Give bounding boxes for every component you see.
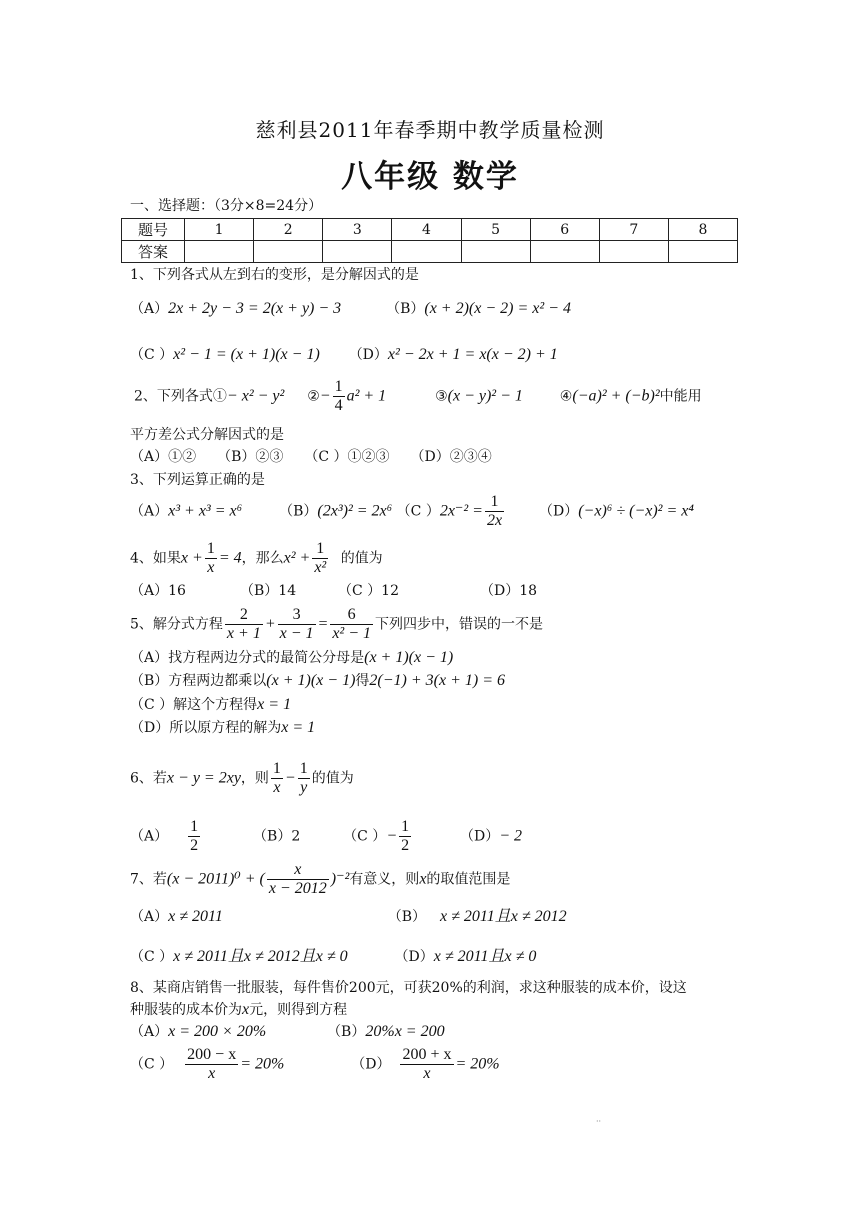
option-a: （A）16 <box>130 583 186 599</box>
answer-cell[interactable] <box>599 241 668 263</box>
stem-text: 4、如果 <box>130 550 181 567</box>
answer-cell[interactable] <box>185 241 254 263</box>
question-8-options-ab <box>130 1022 445 1042</box>
option-label: （D） <box>460 828 500 845</box>
option-math: 2(−1) + 3(x + 1) = 6 <box>369 672 506 689</box>
answer-cell[interactable] <box>254 241 323 263</box>
denominator: x <box>423 1065 431 1082</box>
option-text: （D）所以原方程的解为 <box>130 720 282 736</box>
numerator: 3 <box>278 606 316 625</box>
question-2-stem: 2、下列各式①− x² − y² ②− $\frac{1}{4}$ a² + 1 ③(x − y)² − 1 ④(−a)² + (−b)²中能用 <box>134 378 702 414</box>
question-6-stem <box>130 760 354 797</box>
stem-text: 种服装的成本价为 <box>130 1002 242 1018</box>
denominator: x − 2012 <box>268 880 327 897</box>
option-c: = 20% <box>240 1055 285 1073</box>
answer-cell[interactable] <box>461 241 530 263</box>
question-8-options-cd <box>130 1046 500 1083</box>
denominator: x + 1 <box>226 625 261 642</box>
exam-subtitle: 八年级 数学 <box>341 159 519 195</box>
option-d: x² − 2x + 1 = x(x − 2) + 1 <box>387 346 558 363</box>
numerator: 6 <box>330 606 373 625</box>
table-cell: 6 <box>530 219 599 241</box>
operator: − <box>386 827 398 845</box>
option-b: （B）2 <box>253 828 301 845</box>
answer-cell[interactable] <box>392 241 461 263</box>
question-1-options-cd <box>130 345 558 365</box>
answer-cell[interactable] <box>530 241 599 263</box>
fraction <box>400 1046 453 1083</box>
item-label: ② <box>307 388 320 405</box>
option-label: （D） <box>394 949 434 965</box>
numerator: 200 − x <box>187 1046 237 1063</box>
table-cell: 2 <box>254 219 323 241</box>
expr: x + <box>180 549 203 567</box>
option-d: = 20% <box>455 1055 500 1073</box>
option-label: （A） <box>130 909 169 925</box>
question-5-option-b <box>130 671 505 691</box>
question-5-option-a <box>130 648 453 668</box>
stem-text: 中能用 <box>659 388 702 405</box>
item-label: ④ <box>559 388 573 405</box>
question-2-options: （A）①② （B）②③ （C ）①②③ （D）②③④ <box>130 449 492 465</box>
option-label: （A） <box>130 828 169 845</box>
option-label: （A） <box>130 301 169 317</box>
numerator: 1 <box>485 493 504 512</box>
option-b: (x + 2)(x − 2) = x² − 4 <box>424 300 571 317</box>
denominator: 2 <box>401 837 410 854</box>
question-1-stem: 1、下列各式从左到右的变形，是分解因式的是 <box>130 267 419 283</box>
expr-item-1: − x² − y² <box>226 387 285 405</box>
stem-text: 元，则得到方程 <box>249 1002 348 1018</box>
stem-text: 下列四步中，错误的一不是 <box>375 616 544 633</box>
exam-title: 慈利县2011年春季期中教学质量检测 <box>255 118 605 142</box>
denominator: x <box>207 559 215 576</box>
expr-item-4: (−a)² + (−b)² <box>572 387 660 405</box>
option-text: （A）找方程两边分式的最简公分母是 <box>130 650 365 666</box>
denominator: x² <box>314 559 327 576</box>
fraction <box>298 760 310 797</box>
option-label: （D） <box>351 1056 391 1073</box>
question-4-stem <box>130 540 383 577</box>
option-text: 得 <box>355 673 370 689</box>
option-a: x = 200 × 20% <box>168 1023 267 1040</box>
fraction <box>185 1046 238 1083</box>
table-cell: 4 <box>392 219 461 241</box>
denominator: 2 <box>190 837 199 854</box>
option-b: （B）14 <box>240 583 297 599</box>
option-math: (x + 1)(x − 1) <box>364 649 454 666</box>
option-text: （C ）解这个方程得 <box>130 697 258 713</box>
variable: x <box>242 1001 250 1018</box>
denominator: 4 <box>334 397 343 414</box>
variable: x <box>419 870 427 888</box>
answer-cell[interactable] <box>668 241 737 263</box>
expr: x² + <box>283 549 311 567</box>
option-label: （D） <box>348 347 388 363</box>
fraction <box>330 606 373 643</box>
answer-cell[interactable] <box>323 241 392 263</box>
numerator: 1 <box>299 760 308 777</box>
option-a: x³ + x³ = x⁶ <box>168 502 243 520</box>
stem-text: 6、若 <box>130 770 167 787</box>
fraction <box>485 493 504 530</box>
stem-text: ，则 <box>240 770 269 787</box>
stem-text: 的值为 <box>311 770 354 787</box>
option-label: （B） <box>387 909 427 925</box>
numerator: 1 <box>206 540 215 557</box>
question-5-option-c <box>130 695 291 715</box>
fraction <box>188 818 200 855</box>
option-label: （C ） <box>343 828 387 845</box>
option-d: (−x)⁶ ÷ (−x)² = x⁴ <box>578 502 694 520</box>
denominator: x <box>273 779 281 796</box>
expr: (x − 2011)⁰ + ( <box>166 870 265 888</box>
question-1-options-ab <box>130 299 571 319</box>
fraction <box>278 606 316 643</box>
question-7-options-cd <box>130 947 536 967</box>
fraction <box>333 378 345 415</box>
stem-text: 7、若 <box>130 871 167 888</box>
option-d: − 2 <box>499 827 523 845</box>
question-3-stem: 3、下列运算正确的是 <box>130 472 265 488</box>
option-label: （C ） <box>396 503 440 520</box>
fraction <box>205 540 217 577</box>
option-a: x ≠ 2011 <box>168 908 223 925</box>
stem-text: 有意义，则 <box>349 871 420 888</box>
option-d: x ≠ 2011且x ≠ 0 <box>433 948 537 965</box>
operator: − <box>284 769 296 787</box>
row-label-question-number: 题号 <box>122 219 185 241</box>
option-text: （B）方程两边都乘以 <box>130 673 267 689</box>
question-8-stem: 8、某商店销售一批服装，每件售价200元，可获20%的利润，求这种服装的成本价，设这 <box>130 980 687 996</box>
stem-text: ，那么 <box>241 550 284 567</box>
table-cell: 3 <box>323 219 392 241</box>
table-cell: 7 <box>599 219 668 241</box>
denominator: x <box>208 1065 216 1082</box>
question-4-options <box>130 581 537 601</box>
numerator: 1 <box>312 540 328 559</box>
table-cell: 5 <box>461 219 530 241</box>
numerator: 200 + x <box>402 1046 452 1063</box>
option-label: （B） <box>279 503 318 520</box>
numerator: 1 <box>334 378 343 395</box>
question-5-stem: 5、解分式方程 $\frac{2}{x + 1}$ + $\frac{3}{x - 1}$ = $\frac{6}{\text{x² − 1}}$ 下列四步中，错误的一不是 <box>130 606 544 642</box>
option-math: x = 1 <box>257 696 292 713</box>
fraction <box>312 540 328 577</box>
page-footer-mark: ·· <box>596 1117 602 1126</box>
denominator: 2x <box>486 512 503 529</box>
option-label: （C ） <box>130 1056 174 1073</box>
option-label: （C ） <box>130 949 174 965</box>
numerator: 1 <box>272 760 281 777</box>
option-a: 2x + 2y − 3 = 2(x + y) − 3 <box>168 300 342 317</box>
condition: x − y = 2xy <box>166 769 241 787</box>
stem-text: 的值为 <box>340 550 383 567</box>
fraction <box>225 606 263 643</box>
expr: = 4 <box>218 549 242 567</box>
section-title: 一、选择题：（3分×8=24分） <box>130 198 323 214</box>
stem-text: 5、解分式方程 <box>130 616 223 633</box>
denominator: y <box>300 779 308 796</box>
expr: )⁻² <box>330 870 350 888</box>
expr-item-2: a² + 1 <box>346 387 387 405</box>
row-label-answer: 答案 <box>122 241 185 263</box>
option-label: （A） <box>130 503 169 520</box>
question-6-options <box>130 818 522 855</box>
option-d: （D）18 <box>480 583 538 599</box>
numerator: 2 <box>225 606 263 625</box>
answer-table <box>121 218 738 263</box>
option-c: x² − 1 = (x + 1)(x − 1) <box>173 346 320 363</box>
table-row <box>122 219 738 241</box>
option-b: (2x³)² = 2x⁶ <box>317 502 393 520</box>
option-math: x = 1 <box>281 719 316 736</box>
option-c: （C ）12 <box>338 583 399 599</box>
question-2-stem-line2: 平方差公式分解因式的是 <box>130 427 284 443</box>
numerator: x <box>267 861 329 880</box>
fraction <box>267 861 329 898</box>
stem-text: 2、下列各式① <box>134 388 227 405</box>
option-c: x ≠ 2011且x ≠ 2012且x ≠ 0 <box>173 948 348 965</box>
numerator: 1 <box>401 818 410 835</box>
question-3-options <box>130 493 694 530</box>
option-label: （A） <box>130 1024 169 1040</box>
denominator: x − 1 <box>279 625 314 642</box>
question-8-stem-line2 <box>130 1000 347 1020</box>
fraction <box>271 760 283 797</box>
denominator: x² − 1 <box>332 625 372 642</box>
option-label: （B） <box>327 1024 366 1040</box>
numerator: 1 <box>190 818 199 835</box>
option-b: x ≠ 2011且x ≠ 2012 <box>440 908 567 925</box>
table-row <box>122 241 738 263</box>
option-c: 2x⁻² = <box>439 502 483 520</box>
fraction <box>399 818 411 855</box>
item-label: ③ <box>435 388 448 405</box>
question-7-stem <box>130 861 510 898</box>
option-b: 20%x = 200 <box>365 1023 445 1040</box>
table-cell: 8 <box>668 219 737 241</box>
option-label: （C ） <box>130 347 174 363</box>
table-cell: 1 <box>185 219 254 241</box>
option-math: (x + 1)(x − 1) <box>266 672 356 689</box>
option-label: （B） <box>386 301 425 317</box>
stem-text: 的取值范围是 <box>426 871 511 888</box>
option-label: （D） <box>538 503 579 520</box>
expr-item-3: (x − y)² − 1 <box>447 387 523 405</box>
question-7-options-ab <box>130 907 567 927</box>
question-5-option-d <box>130 718 315 738</box>
